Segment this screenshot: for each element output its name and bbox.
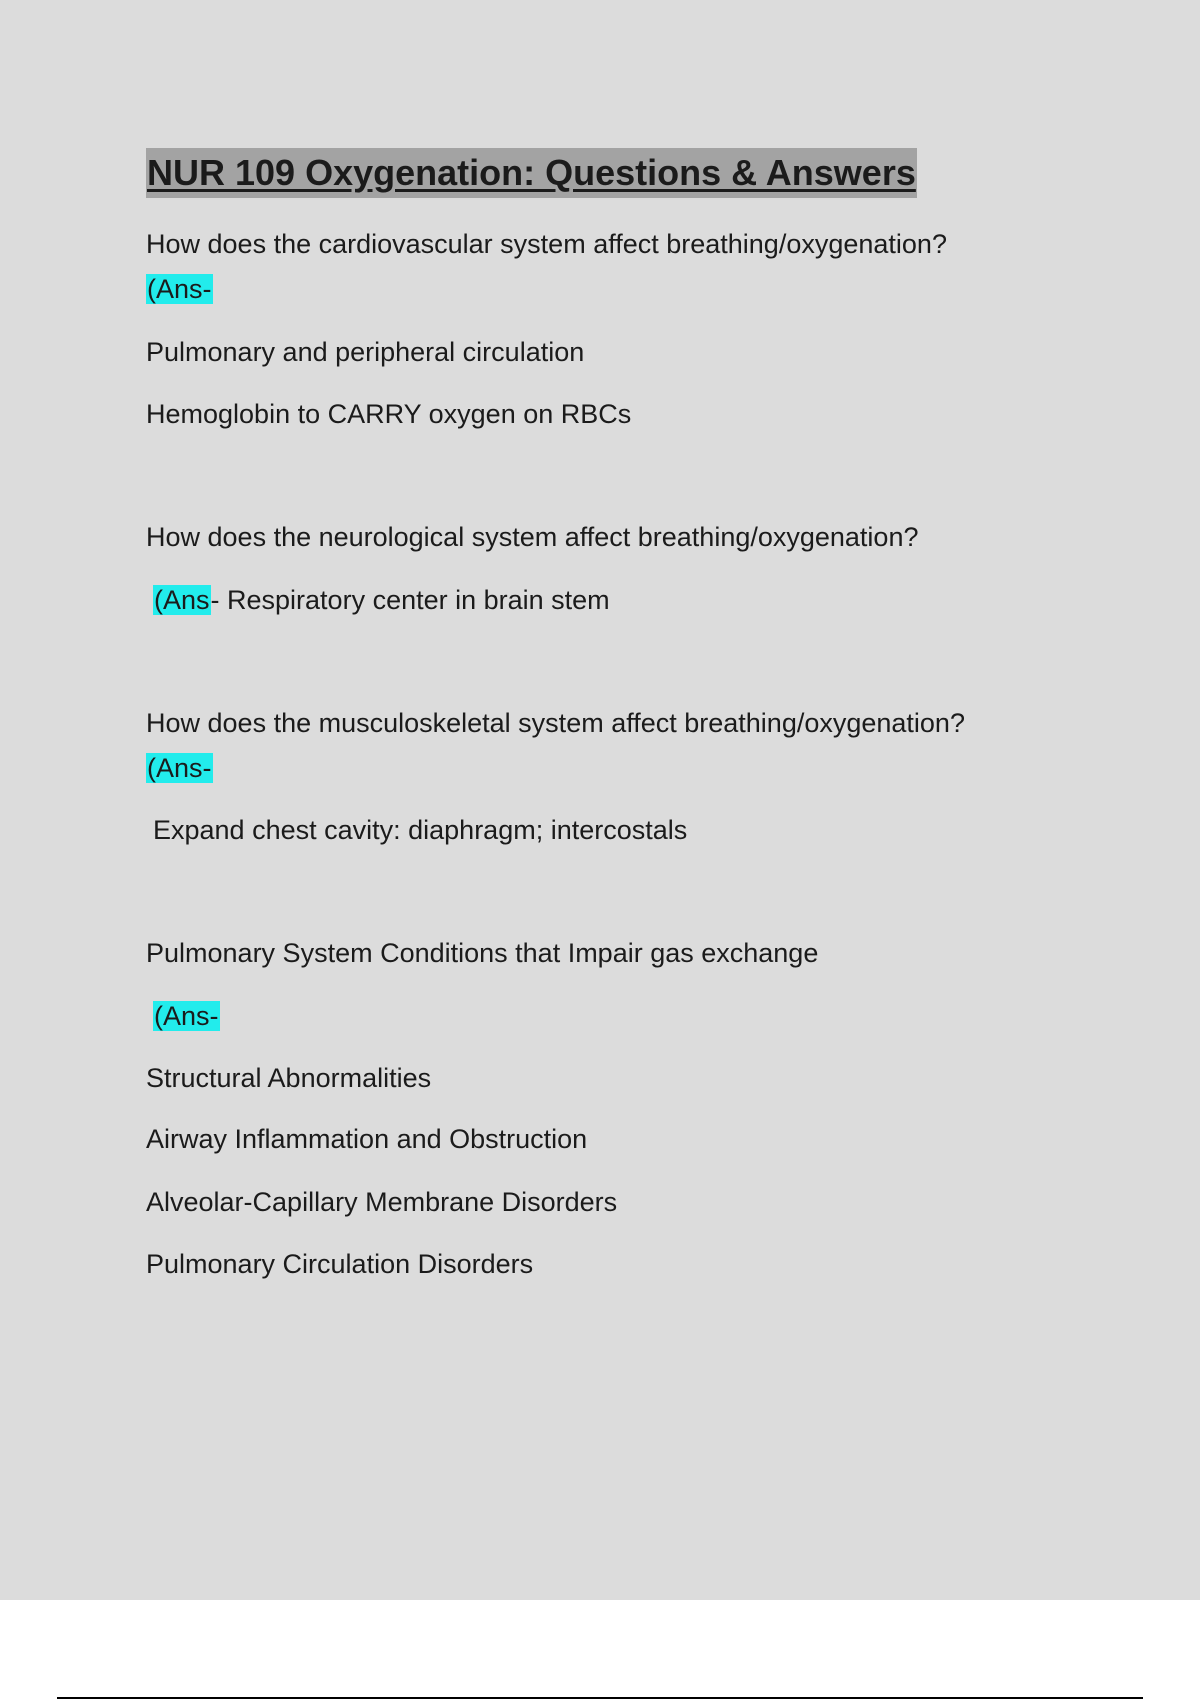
answer-marker-4: [153, 998, 220, 1034]
answer-4-line-1: Structural Abnormalities: [146, 1063, 432, 1093]
answer-2-line: [153, 582, 610, 618]
document-title: NUR 109 Oxygenation: Questions & Answers: [146, 148, 917, 198]
answer-highlight-1: (Ans-: [147, 274, 212, 304]
answer-2-text: - Respiratory center in brain stem: [210, 585, 610, 615]
answer-1-line-2: Hemoglobin to CARRY oxygen on RBCs: [146, 399, 632, 429]
footer-divider: [57, 1697, 1143, 1699]
answer-1-line-1: Pulmonary and peripheral circulation: [146, 337, 585, 367]
answer-highlight-2: (Ans: [154, 585, 210, 615]
question-4: Pulmonary System Conditions that Impair gas exchange: [146, 938, 819, 968]
answer-3-line-1: Expand chest cavity: diaphragm; intercostals: [153, 815, 688, 845]
answer-marker-1: [146, 271, 213, 307]
answer-highlight-4: (Ans-: [154, 1001, 219, 1031]
answer-4-line-3: Alveolar-Capillary Membrane Disorders: [146, 1187, 618, 1217]
question-2: How does the neurological system affect breathing/oxygenation?: [146, 522, 919, 552]
question-3: How does the musculoskeletal system affect breathing/oxygenation?: [146, 708, 965, 738]
answer-marker-3: [146, 750, 213, 786]
answer-4-line-4: Pulmonary Circulation Disorders: [146, 1249, 534, 1279]
answer-4-line-2: Airway Inflammation and Obstruction: [146, 1124, 588, 1154]
question-1: How does the cardiovascular system affect breathing/oxygenation?: [146, 229, 947, 259]
answer-highlight-3: (Ans-: [147, 753, 212, 783]
